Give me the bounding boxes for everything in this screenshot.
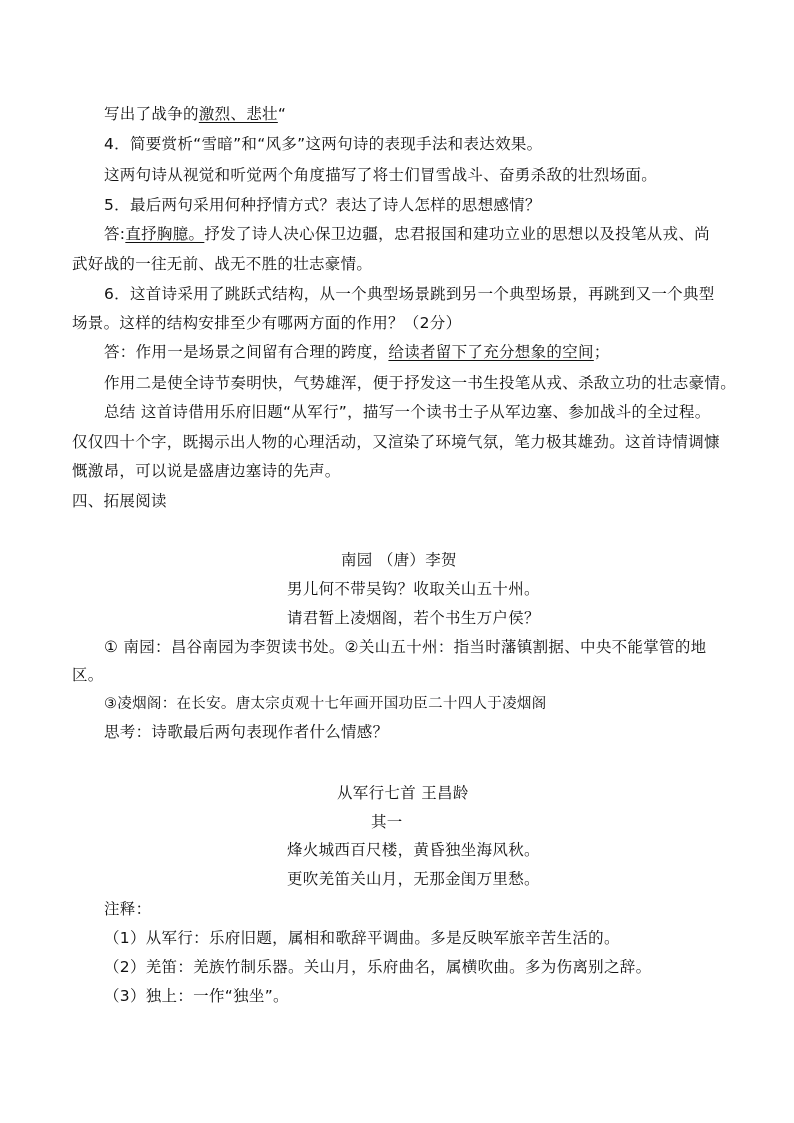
poem-line-1: 烽火城西百尺楼，黄昏独坐海风秋。 bbox=[287, 841, 540, 859]
note-item-2: （2）羌笛：羌族竹制乐器。关山月，乐府曲名，属横吹曲。多为伤离别之辞。 bbox=[104, 958, 652, 976]
summary-line-1: 总结 这首诗借用乐府旧题“从军行”，描写一个读书士子从军边塞、参加战斗的全过程。 bbox=[104, 403, 711, 421]
answer-label: 答: bbox=[104, 225, 126, 243]
underlined-answer: 给读者留下了充分想象的空间 bbox=[388, 343, 594, 361]
question-6-line-2: 场景。这样的结构安排至少有哪两方面的作用？（2分） bbox=[72, 314, 462, 332]
section-heading: 四、拓展阅读 bbox=[72, 492, 167, 510]
annotation-line-3: ③凌烟阁：在长安。唐太宗贞观十七年画开国功臣二十四人于凌烟阁 bbox=[104, 696, 547, 712]
annotation-line-2: 区。 bbox=[72, 666, 104, 684]
answer-line-war bbox=[104, 104, 286, 124]
underlined-answer: 直抒胸臆。 bbox=[125, 225, 205, 243]
question-4: 4．简要赏析“雪暗”和“风多”这两句诗的表现手法和表达效果。 bbox=[104, 135, 543, 153]
reflection-question: 思考：诗歌最后两句表现作者什么情感？ bbox=[104, 723, 389, 741]
note-item-1: （1）从军行：乐府旧题，属相和歌辞平调曲。多是反映军旅辛苦生活的。 bbox=[104, 929, 620, 947]
underlined-answer: 激烈、悲壮 bbox=[198, 105, 278, 123]
text-segment: 答：作用一是场景之间留有合理的跨度， bbox=[104, 343, 389, 361]
summary-line-2: 仅仅四十个字，既揭示出人物的心理活动，又渲染了环境气氛，笔力极其雄劲。这首诗情调慷 bbox=[72, 433, 720, 451]
poem-subtitle: 其一 bbox=[371, 813, 403, 831]
annotation-line-1: ① 南园：昌谷南园为李贺读书处。②关山五十州：指当时藩镇割据、中央不能掌管的地 bbox=[104, 638, 707, 656]
poem-line-2: 更吹羌笛关山月，无那金闺万里愁。 bbox=[287, 870, 540, 888]
answer-5-line-1 bbox=[104, 224, 710, 244]
answer-4: 这两句诗从视觉和听觉两个角度描写了将士们冒雪战斗、奋勇杀敌的壮烈场面。 bbox=[104, 166, 658, 184]
poem-line-1: 男儿何不带吴钩？收取关山五十州。 bbox=[287, 580, 540, 598]
answer-5-line-2: 武好战的一往无前、战无不胜的壮志豪情。 bbox=[72, 255, 373, 273]
poem-line-2: 请君暂上凌烟阁，若个书生万户侯？ bbox=[287, 609, 540, 627]
answer-6-line-2: 作用二是使全诗节奏明快，气势雄浑，便于抒发这一书生投笔从戎、杀敌立功的壮志豪情。 bbox=[104, 374, 737, 392]
summary-line-3: 慨激昂，可以说是盛唐边塞诗的先声。 bbox=[72, 462, 341, 480]
question-5: 5．最后两句采用何种抒情方式？表达了诗人怎样的思想感情？ bbox=[104, 196, 541, 214]
note-item-3: （3）独上：一作“独坐”。 bbox=[104, 987, 289, 1005]
text-segment: “ bbox=[277, 105, 287, 123]
text-segment: 抒发了诗人决心保卫边疆，忠君报国和建功立业的思想以及投笔从戎、尚 bbox=[204, 225, 710, 243]
question-6-line-1: 6．这首诗采用了跳跃式结构，从一个典型场景跳到另一个典型场景，再跳到又一个典型 bbox=[104, 285, 715, 303]
text-segment: 写出了战争的 bbox=[104, 105, 199, 123]
answer-6-line-1 bbox=[104, 342, 610, 362]
poem-title-nanyuan: 南园 （唐）李贺 bbox=[341, 551, 457, 569]
notes-label: 注释： bbox=[104, 900, 152, 918]
text-segment: ； bbox=[593, 343, 610, 361]
poem-title-congjunxing: 从军行七首 王昌龄 bbox=[337, 784, 469, 802]
